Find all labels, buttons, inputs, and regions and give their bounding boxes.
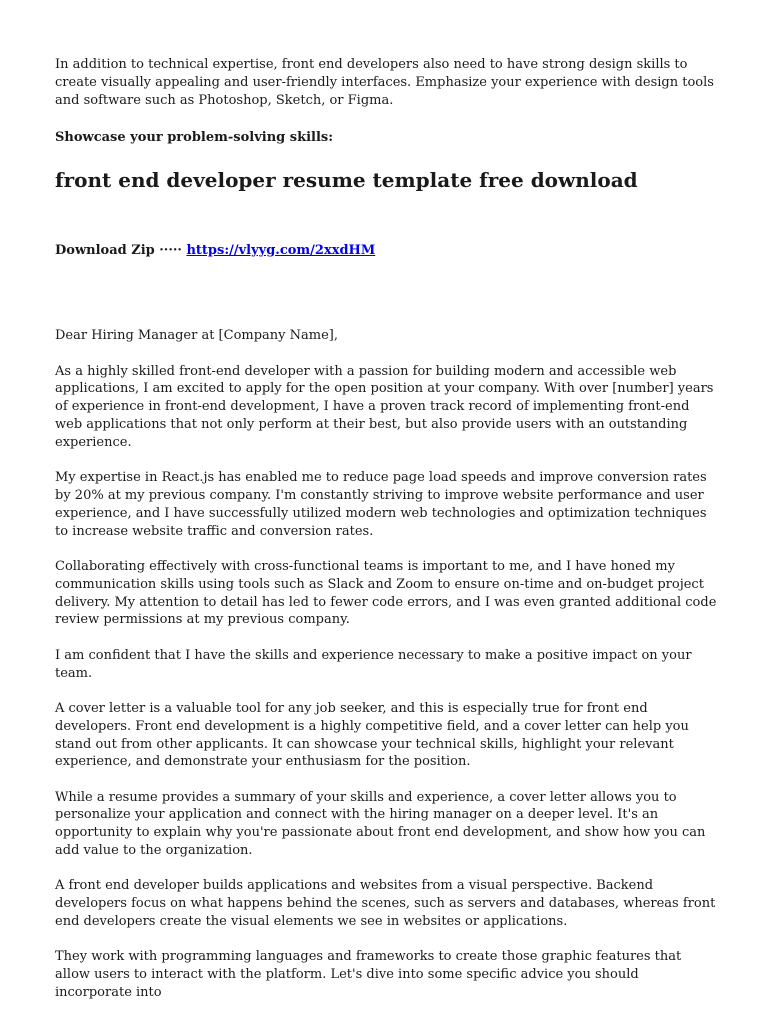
body-paragraph: My expertise in React.js has enabled me to reduce page load speeds and improve conversion rates by 20% at my previous company. I'm constantly striving to improve website performance and user experience, and I have successfully utilized modern web technologies and optimization techniques to increase website traffic and conversion rates.: [55, 470, 707, 539]
download-label: Download Zip ·····: [55, 243, 182, 259]
salutation: Dear Hiring Manager at [Company Name],: [55, 328, 339, 344]
body-paragraph: I am confident that I have the skills and experience necessary to make a positive impact on your team.: [55, 647, 692, 681]
download-link[interactable]: https://vlyyg.com/2xxdHM: [186, 243, 376, 259]
body-paragraph: A cover letter is a valuable tool for any job seeker, and this is especially true for front end developers. Front end development is a highly competitive field, and a cover letter can help you stand out from other applicants. It can showcase your technical skills, highlight your relevant experience, and demonstrate your enthusiasm for the position.: [55, 700, 689, 770]
subheading: Showcase your problem-solving skills:: [55, 130, 334, 146]
body-paragraph: They work with programming languages and frameworks to create those graphic features that allow users to interact with the platform. Let's dive into some specific advice you should incorporate into: [55, 949, 682, 1001]
body-paragraph: Collaborating effectively with cross-functional teams is important to me, and I have honed my communication skills using tools such as Slack and Zoom to ensure on-time and on-budget project delivery. My attention to detail has led to fewer code errors, and I was even granted additional code review permissions at my previous company.: [55, 558, 717, 628]
body-paragraph: As a highly skilled front-end developer with a passion for building modern and accessible web applications, I am excited to apply for the open position at your company. With over [number] years of experience in front-end development, I have a proven track record of implementing front-end web applications that not only perform at their best, but also provide users with an outstanding experience.: [55, 363, 714, 450]
body-paragraph: While a resume provides a summary of your skills and experience, a cover letter allows you to personalize your application and connect with the hiring manager on a deeper level. It's an opportunity to explain why you're passionate about front end development, and show how you can add value to the organization.: [55, 789, 706, 859]
download-row: [55, 242, 717, 260]
intro-paragraph: In addition to technical expertise, front end developers also need to have strong design skills to create visually appealing and user-friendly interfaces. Emphasize your experience with design tools and software such as Photoshop, Sketch, or Figma.: [55, 57, 714, 108]
document-page: [55, 56, 717, 1002]
page-title: front end developer resume template free download: [55, 168, 638, 193]
body-paragraph: A front end developer builds applications and websites from a visual perspective. Backend developers focus on what happens behind the scenes, such as servers and databases, whereas front end developers create the visual elements we see in websites or applications.: [55, 878, 716, 930]
